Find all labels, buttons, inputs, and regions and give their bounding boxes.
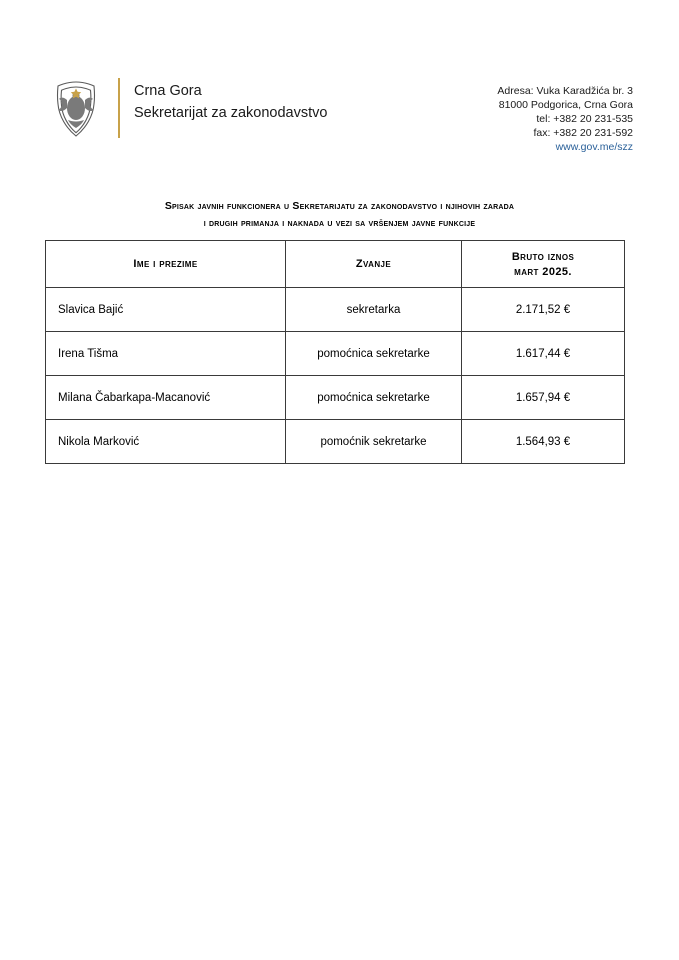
column-header-name-label: Ime i prezime	[133, 258, 198, 270]
header-vertical-rule	[118, 78, 120, 138]
column-header-amount	[462, 241, 625, 288]
address-line-2: 81000 Podgorica, Crna Gora	[498, 99, 633, 111]
cell-role: pomoćnik sekretarke	[286, 420, 462, 464]
cell-role: pomoćnica sekretarke	[286, 376, 462, 420]
cell-name: Irena Tišma	[46, 332, 286, 376]
contact-block	[497, 78, 633, 154]
table-header-row	[46, 241, 625, 288]
column-header-name	[46, 241, 286, 288]
column-header-amount-period: mart 2025.	[514, 265, 572, 278]
country-name: Crna Gora	[134, 83, 202, 99]
cell-name: Nikola Marković	[46, 420, 286, 464]
column-header-role-label: Zvanje	[355, 258, 392, 270]
cell-name: Slavica Bajić	[46, 288, 286, 332]
cell-amount: 1.564,93 €	[462, 420, 625, 464]
header-left-block	[46, 78, 327, 144]
table-row	[46, 376, 625, 420]
page-title	[46, 198, 633, 232]
cell-role: pomoćnica sekretarke	[286, 332, 462, 376]
cell-amount: 1.657,94 €	[462, 376, 625, 420]
address-line-1: Adresa: Vuka Karadžića br. 3	[497, 85, 633, 97]
montenegro-coat-of-arms-icon	[46, 78, 106, 144]
organization-name	[134, 78, 327, 124]
cell-amount: 1.617,44 €	[462, 332, 625, 376]
column-header-amount-label: Bruto iznos	[511, 250, 575, 263]
table-row	[46, 332, 625, 376]
page-title-line-2: i drugih primanja i naknada u vezi sa vršenjem javne funkcije	[203, 217, 476, 229]
phone-line: tel: +382 20 231-535	[536, 113, 633, 125]
page-title-line-1: Spisak javnih funkcionera u Sekretarijatu za zakonodavstvo i njihovih zarada	[164, 200, 515, 212]
table-row	[46, 420, 625, 464]
officials-salary-table	[45, 240, 621, 464]
website-link[interactable]: www.gov.me/szz	[555, 141, 633, 153]
institution-name: Sekretarijat za zakonodavstvo	[134, 105, 328, 121]
column-header-role	[286, 241, 462, 288]
fax-line: fax: +382 20 231-592	[533, 127, 633, 139]
cell-amount: 2.171,52 €	[462, 288, 625, 332]
document-header	[46, 78, 633, 154]
table-row	[46, 288, 625, 332]
cell-name: Milana Čabarkapa-Macanović	[46, 376, 286, 420]
cell-role: sekretarka	[286, 288, 462, 332]
